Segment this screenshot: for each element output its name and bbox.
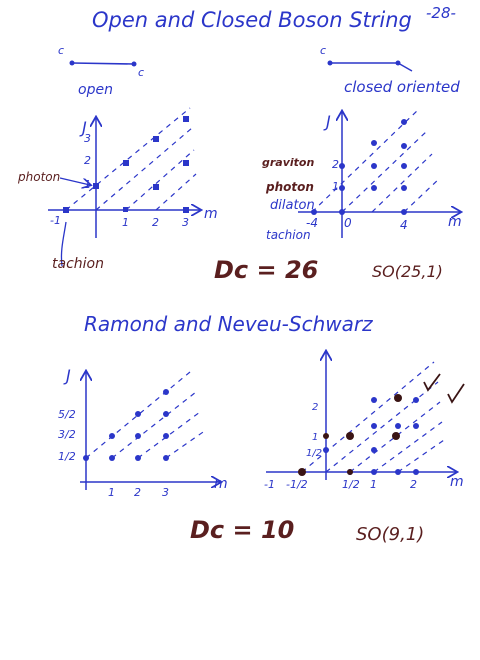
- open-boson-plot: [48, 108, 200, 266]
- ramond-tick-x-1: 1: [108, 486, 115, 499]
- ns-tick-y-1: 1: [312, 432, 319, 443]
- closed-x-label: m: [448, 214, 462, 230]
- state: [163, 411, 169, 417]
- state: [395, 469, 401, 475]
- state: [395, 423, 401, 429]
- open-tick-y-3: 3: [84, 132, 91, 145]
- closed-tick-x-0: 0: [344, 216, 352, 230]
- open-j-label: J: [82, 118, 87, 137]
- open-string-c-label-2: c: [138, 66, 145, 79]
- page-title-superstring: Ramond and Neveu-Schwarz: [84, 312, 373, 336]
- state: [413, 469, 419, 475]
- photon-label: photon: [18, 170, 61, 184]
- state: [371, 423, 377, 429]
- state: [401, 185, 407, 191]
- open-tick-x-2: 2: [152, 216, 159, 229]
- closed-tick-x-4: 4: [400, 218, 408, 232]
- closed-tachion-label: tachion: [266, 228, 311, 242]
- ns-plot: [266, 352, 464, 480]
- closed-tick-y-2: 2: [332, 158, 339, 171]
- state: [135, 433, 141, 439]
- open-x-label: m: [204, 206, 218, 222]
- graviton-state: [339, 163, 345, 169]
- closed-tick-y-1: 1: [332, 180, 339, 193]
- state: [183, 160, 189, 166]
- state: [135, 411, 141, 417]
- ns-tick-x-2: 2: [410, 478, 417, 491]
- state: [153, 184, 159, 190]
- critical-dimension-boson: Dc = 26: [214, 256, 319, 284]
- state: [394, 394, 402, 402]
- page-number: -28-: [426, 4, 456, 22]
- ns-tick-y-half: 1/2: [306, 448, 323, 459]
- state: [347, 469, 353, 475]
- open-tick-y-1: 1: [84, 178, 91, 191]
- tachyon-state: [298, 468, 306, 476]
- state: [153, 136, 159, 142]
- state: [401, 163, 407, 169]
- state: [401, 119, 407, 125]
- closed-j-label: J: [326, 112, 331, 131]
- state: [371, 163, 377, 169]
- ns-tick-x-half: 1/2: [342, 478, 360, 491]
- closed-string-c-label: c: [320, 44, 327, 57]
- ns-tick-x-1: 1: [370, 478, 377, 491]
- state: [413, 423, 419, 429]
- closed-photon-label: photon: [266, 180, 314, 194]
- state: [163, 389, 169, 395]
- dilaton-label: dilaton: [270, 198, 315, 213]
- state: [123, 160, 129, 166]
- ramond-tick-y-3half: 3/2: [58, 428, 76, 441]
- state: [183, 207, 189, 213]
- state: [371, 447, 377, 453]
- state: [371, 469, 377, 475]
- closed-states: [311, 119, 407, 215]
- ramond-tick-y-half: 1/2: [58, 450, 76, 463]
- open-tick-x-3: 3: [182, 216, 189, 229]
- ramond-tick-x-3: 3: [162, 486, 169, 499]
- state: [346, 432, 354, 440]
- state: [109, 455, 115, 461]
- open-string-label: open: [78, 82, 113, 98]
- state: [183, 116, 189, 122]
- state: [401, 209, 407, 215]
- state: [401, 143, 407, 149]
- state: [392, 432, 400, 440]
- state: [413, 397, 419, 403]
- state: [371, 140, 377, 146]
- ramond-plot: [80, 372, 220, 490]
- dilaton-state: [339, 209, 345, 215]
- photon-state: [93, 183, 99, 189]
- ramond-regge-lines: [86, 372, 206, 458]
- state: [371, 185, 377, 191]
- tachyon-state: [63, 207, 69, 213]
- state: [83, 455, 89, 461]
- ramond-j-label: J: [66, 366, 71, 385]
- lorentz-group-superstring: SO(9,1): [356, 524, 425, 545]
- lorentz-group-boson: SO(25,1): [372, 262, 443, 281]
- closed-string-label: closed oriented: [344, 78, 460, 96]
- open-tick-x-1: 1: [122, 216, 129, 229]
- critical-dimension-superstring: Dc = 10: [190, 516, 295, 544]
- state: [109, 433, 115, 439]
- open-tick-y-2: 2: [84, 154, 91, 167]
- tachion-label: tachion: [52, 256, 104, 272]
- ramond-tick-x-2: 2: [134, 486, 141, 499]
- closed-boson-plot: [298, 108, 460, 238]
- ns-tick-x-neg1: -1: [264, 478, 275, 491]
- ns-tick-x-neghalf: -1/2: [286, 478, 308, 491]
- state: [323, 447, 329, 453]
- open-tick-x-neg1: -1: [50, 214, 61, 227]
- graviton-label: graviton: [262, 156, 315, 169]
- ramond-x-label: m: [214, 476, 228, 492]
- check-mark-2: [448, 384, 464, 402]
- ns-tick-y-2: 2: [312, 402, 319, 413]
- state: [163, 433, 169, 439]
- ns-x-label: m: [450, 474, 464, 490]
- state: [323, 433, 329, 439]
- closed-tick-x-neg4: -4: [306, 216, 318, 230]
- ramond-tick-y-5half: 5/2: [58, 408, 76, 421]
- state: [123, 207, 128, 212]
- open-string-c-label: c: [58, 44, 65, 57]
- ns-regge-lines: [302, 362, 444, 472]
- page-title-boson: Open and Closed Boson String: [92, 8, 412, 32]
- photon-state: [339, 185, 345, 191]
- state: [135, 455, 141, 461]
- state: [371, 397, 377, 403]
- state: [163, 455, 169, 461]
